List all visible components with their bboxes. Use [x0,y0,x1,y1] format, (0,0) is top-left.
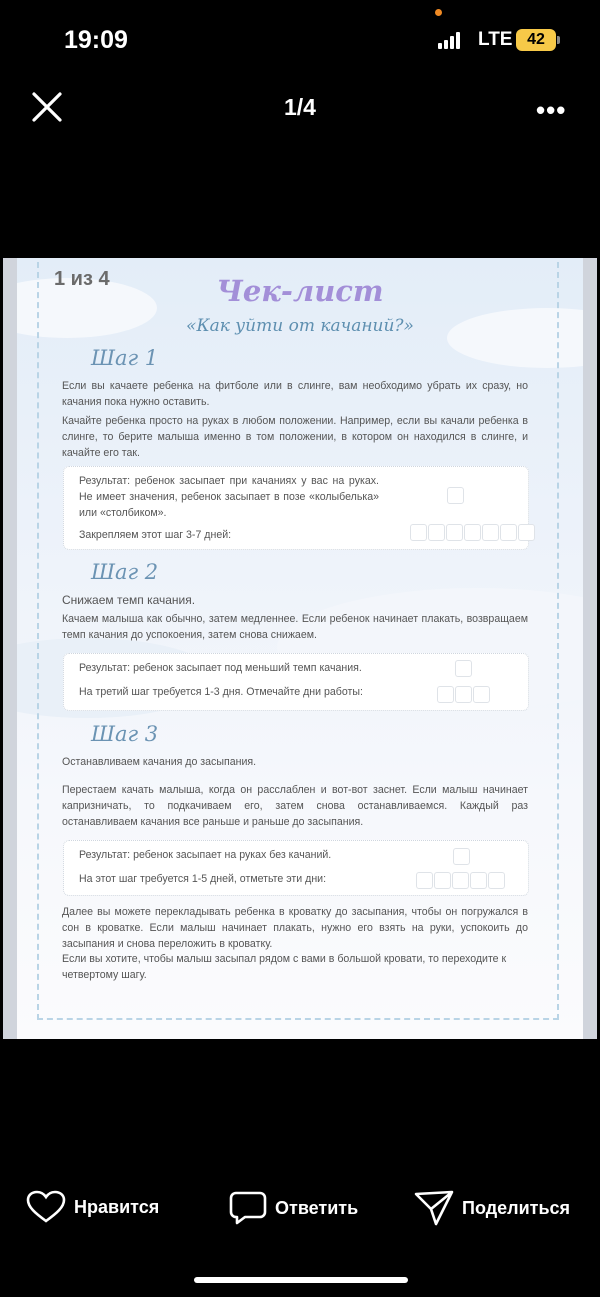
result-checkbox[interactable] [453,848,470,865]
step-3-result-box [63,840,529,896]
day-checkbox[interactable] [446,524,463,541]
day-checkbox[interactable] [434,872,451,889]
step-1-text: Качайте ребенка просто на руках в любом положении. Например, если вы качали ребенка в слинге, то берите малыша именно в том положении, в котором он находился в слинге, и качайте его так. [62,415,528,459]
step-2-result-box [63,653,529,711]
more-options-icon[interactable]: ••• [536,95,567,125]
day-checkbox[interactable] [464,524,481,541]
document-page [17,258,583,1039]
image-counter: 1/4 [284,94,316,120]
like-button[interactable] [26,1190,159,1224]
signal-icon [438,31,460,49]
share-icon [414,1190,454,1226]
day-checkbox[interactable] [482,524,499,541]
battery-icon: 42 [516,29,556,51]
step-3-result: Результат: ребенок засыпает на руках без качаний. [79,849,332,861]
step-2-text: Качаем малыша как обычно, затем медленнее. Если ребенок начинает плакать, возвращаем темп качания до успокоения, затем снова снижаем. [62,613,528,641]
comment-icon [229,1190,267,1226]
day-checkbox[interactable] [428,524,445,541]
day-checkboxes [410,524,536,541]
document-subtitle: «Как уйти от качаний?» [186,316,414,336]
day-checkbox[interactable] [518,524,535,541]
step-3-days-label: На этот шаг требуется 1-5 дней, отметьте эти дни: [79,873,327,885]
day-checkbox[interactable] [455,686,472,703]
reply-button[interactable] [229,1190,358,1226]
step-3-text: Останавливаем качания до засыпания. [62,756,257,768]
closing-text: Далее вы можете перекладывать ребенка в кроватку до засыпания, чтобы он погружался в сон в кроватке. Если малыш начинает плакать, нужно его взять на руки, успокоить до засыпания и снова переложить в кроватку. [62,906,528,950]
step-1-heading: Шаг 1 [91,346,159,370]
day-checkboxes [416,872,506,889]
step-1-result: Результат: ребенок засыпает при качаниях у вас на руках. Не имеет значения, ребенок засыпает в позе «колыбелька» или «столбиком». [79,475,379,519]
share-label: Поделиться [462,1197,571,1218]
day-checkbox[interactable] [452,872,469,889]
step-2-result: Результат: ребенок засыпает под меньший темп качания. [79,662,362,674]
step-2-heading: Шаг 2 [91,560,159,584]
reply-label: Ответить [275,1197,359,1218]
day-checkbox[interactable] [488,872,505,889]
status-time: 19:09 [64,26,128,54]
result-checkbox[interactable] [447,487,464,504]
step-3-text: Перестаем качать малыша, когда он расслаблен и вот-вот заснет. Если малыш начинает капризничать, то подкачиваем его, затем снова останавливаемся. Каждый раз останавливаем качания все раньше и раньше до засыпания. [62,784,528,828]
battery-cap [557,36,560,44]
day-checkbox[interactable] [470,872,487,889]
step-2-days-label: На третий шаг требуется 1-3 дня. Отмечайте дни работы: [79,686,363,698]
day-checkboxes [437,686,491,703]
document-title: Чек-лист [216,274,384,308]
day-checkbox[interactable] [416,872,433,889]
day-checkbox[interactable] [437,686,454,703]
home-indicator[interactable] [194,1277,408,1283]
day-checkbox[interactable] [410,524,427,541]
network-type: LTE [478,29,513,50]
step-1-days-label: Закрепляем этот шаг 3-7 дней: [79,529,232,541]
like-label: Нравится [74,1196,160,1217]
closing-text: Если вы хотите, чтобы малыш засыпал рядом с вами в большой кровати, то переходите к четвертому шагу. [62,953,507,981]
step-2-text: Снижаем темп качания. [62,593,196,607]
recording-indicator [435,9,442,16]
step-3-heading: Шаг 3 [91,722,159,746]
day-checkbox[interactable] [500,524,517,541]
day-checkbox[interactable] [473,686,490,703]
step-1-result-box [63,466,529,550]
share-button[interactable] [414,1190,570,1226]
page-label: 1 из 4 [54,268,110,290]
heart-icon [26,1190,66,1224]
result-checkbox[interactable] [455,660,472,677]
step-1-text: Если вы качаете ребенка на фитболе или в слинге, вам необходимо убрать их сразу, но качания пока нужно оставить. [62,380,528,408]
